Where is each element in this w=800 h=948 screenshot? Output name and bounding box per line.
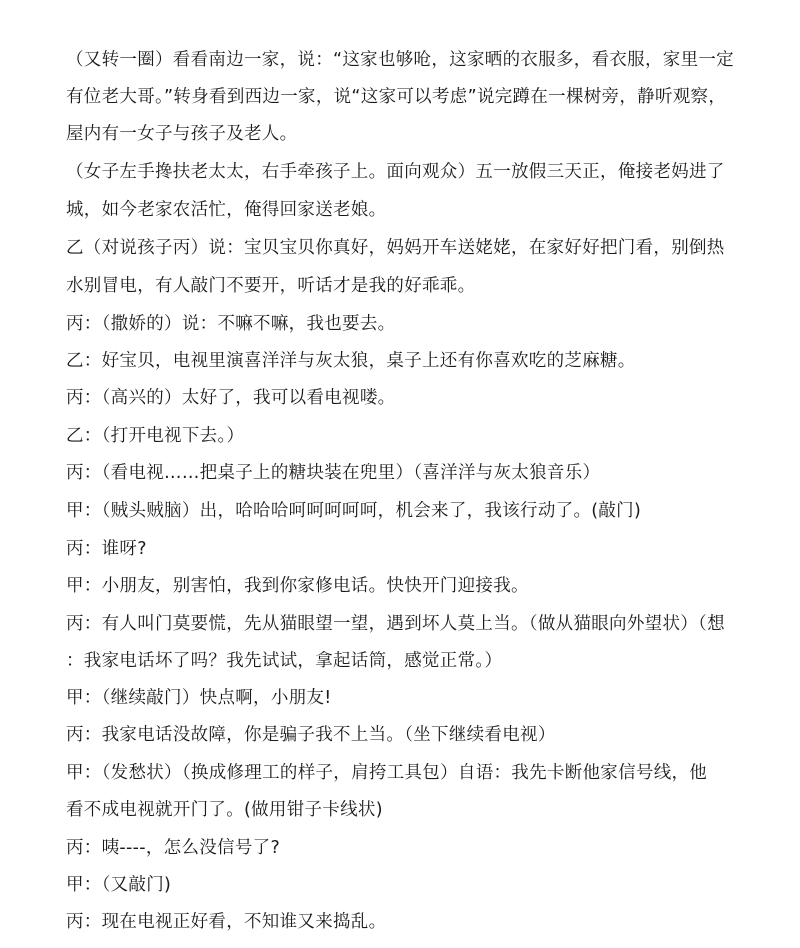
text-line: 看不成电视就开门了。(做用钳子卡线状) [66,800,383,820]
text-line: 丙：（看电视……把桌子上的糖块装在兜里）（喜洋洋与灰太狼音乐） [66,463,601,483]
text-line: 乙：（打开电视下去。） [66,426,245,446]
text-line: 有位老大哥。”转身看到西边一家，说“这家可以考虑”说完蹲在一棵树旁，静听观察， [66,87,727,107]
text-line: 屋内有一女子与孩子及老人。 [66,124,298,144]
text-line: 丙：（高兴的）太好了，我可以看电视喽。 [66,388,396,408]
text-line: 丙：有人叫门莫要慌，先从猫眼望一望，遇到坏人莫上当。（做从猫眼向外望状）（想 [66,614,725,634]
text-line: 城，如今老家农活忙，俺得回家送老娘。 [66,200,387,220]
text-line: ：我家电话坏了吗？我先试试，拿起话筒，感觉正常。） [66,651,503,671]
text-line: 甲：（继续敲门）快点啊，小朋友! [66,688,332,708]
text-line: 甲：（又敲门) [66,875,172,895]
text-line: 丙：咦----，怎么没信号了? [66,838,281,858]
text-line: 丙：现在电视正好看，不知谁又来捣乱。 [66,912,387,932]
text-line: 乙：好宝贝，电视里演喜洋洋与灰太狼，桌子上还有你喜欢吃的芝麻糖。 [66,351,636,371]
text-line: 甲：（贼头贼脑）出，哈哈哈呵呵呵呵呵，机会来了，我该行动了。(敲门) [66,501,642,521]
text-line: 丙：（撒娇的）说：不嘛不嘛，我也要去。 [66,314,396,334]
text-line: 水别冒电，有人敲门不要开，听话才是我的好乖乖。 [66,276,476,296]
text-line: 甲：（发愁状）（换成修理工的样子，肩挎工具包）自语：我先卡断他家信号线，他 [66,763,708,783]
text-line: 丙：我家电话没故障，你是骗子我不上当。（坐下继续看电视） [66,725,556,745]
text-line: 丙：谁呀? [66,539,147,559]
text-line: （女子左手搀扶老太太，右手牵孩子上。面向观众）五一放假三天正，俺接老妈进了 [66,162,725,182]
text-line: 甲：小朋友，别害怕，我到你家修电话。快快开门迎接我。 [66,576,529,596]
text-line: 乙（对说孩子丙）说：宝贝宝贝你真好，妈妈开车送姥姥，在家好好把门看，别倒热 [66,238,725,258]
text-line: （又转一圈）看看南边一家，说：“这家也够呛，这家晒的衣服多，看衣服，家里一定 [66,50,734,70]
